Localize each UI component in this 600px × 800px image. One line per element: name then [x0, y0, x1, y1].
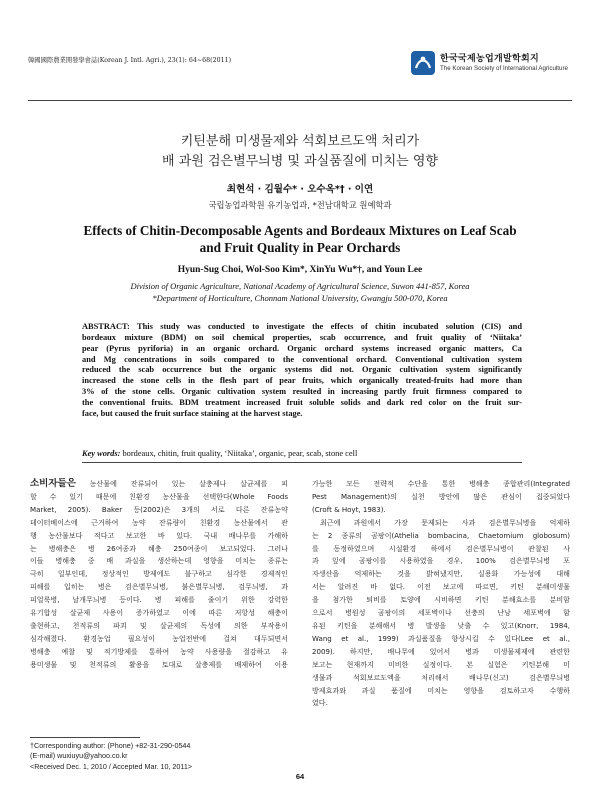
footnote	[30, 741, 290, 772]
body-column-right	[312, 478, 570, 710]
body-line: 최근에 과원에서 가장 문제되는 사과 검은별무늬병을 억제하	[320, 517, 570, 527]
society-name-kr: 한국국제농업개발학회지	[440, 54, 539, 64]
received-accepted-dates: <Received Dec. 1, 2010 / Accepted Mar. 10, 2011>	[30, 761, 193, 771]
society-emblem-icon	[410, 50, 436, 76]
abstract-line: ABSTRACT: This study was conducted to investigate the effects of chitin incubated solution (CIS) and	[82, 322, 522, 331]
korean-authors: 최현석 · 김월수* · 오수옥*† · 이연	[226, 184, 374, 195]
english-affiliation-line-1: Division of Organic Agriculture, National Academy of Agricultural Science, Suwon 441-857, Korea	[130, 281, 470, 291]
body-line: 으로서 병원성 곰팡이의 세포벽이나 선충의 난낭 세포벽에 함	[312, 608, 570, 618]
abstract-line: bordeaux mixture (BDM) on soil chemical properties, scab occurrence, and fruit quality of ‘Niitaka’	[82, 332, 522, 342]
english-authors: Hyun-Sug Choi, Wol-Soo Kim*, XinYu Wu*†, and Youn Lee	[177, 265, 423, 275]
keywords-label: Key words:	[82, 449, 121, 458]
body-line: 2009). 하지만, 배나무에 있어서 병과 미생물제제에 관련한	[312, 646, 570, 656]
english-affiliation-line-2: *Department of Horticulture, Chonnam National University, Gwangju 500-070, Korea	[152, 293, 448, 303]
body-line: 는 병해충은 병 26여종과 해충 250여종이 보고되었다. 그러나	[30, 543, 288, 553]
body-line: 행 농산물보다 적다고 보고한 바 있다. 국내 배나무를 가해하	[30, 530, 288, 540]
korean-title-line-2: 배 과원 검은별무늬병 및 과실품질에 미치는 영향	[162, 154, 438, 169]
society-logo	[410, 48, 580, 88]
author-email: (E-mail) wuxiuyu@yahoo.co.kr	[30, 751, 128, 761]
body-line: 이들 병해충 중 배 과실을 생산하는데 영향을 미치는 종류는	[30, 556, 288, 566]
body-line: 유기합성 살균제 사용이 증가하였고 이에 따른 저항성 해충이	[30, 608, 288, 618]
body-line: 을 첨가한 퇴비를 토양에 시비하면 키틴 분해효소를 분비함	[312, 595, 570, 605]
body-text: 농산물에 잔류되어 있는 살충제나 살균제를 피	[75, 479, 288, 488]
body-line: 보고는 현재까지 미비한 실정이다. 본 실험은 키틴분해 미	[312, 659, 570, 669]
body-line: 생물과 석회보르도액을 처리해서 배나무(신고) 검은별무늬병	[312, 672, 570, 682]
abstract-line: and Mg concentrations in soils compared to the conventional orchard. Conventional cultivation system	[82, 354, 522, 364]
abstract-line: pear (Pyrus pyriforia) in an organic orchard. Organic orchard systems increased organic matters, Ca	[82, 343, 522, 353]
body-line: 피해를 입히는 병은 검은별무늬병, 붉은별무늬병, 검무늬병, 과	[30, 582, 288, 592]
body-line: 유된 키틴을 분해해서 병 발생을 낮출 수 있고(Knorr, 1984,	[312, 620, 570, 630]
body-line	[30, 478, 288, 491]
korean-title-line-1: 키틴분해 미생물제와 석회보르도액 처리가	[180, 134, 420, 149]
body-line: 를 동정하였으며 시설환경 하에서 검은별무늬병이 관찰된 사	[312, 543, 570, 553]
body-line: 출현하고, 천적류의 파괴 및 살균제의 독성에 의한 부작용이	[30, 620, 288, 630]
abstract-line: 3% of the stone cells. Organic cultivation system resulted in increasing partly fruit firmness compared to	[82, 387, 522, 397]
footnote-divider	[30, 737, 140, 738]
body-line: 극히 일부인데, 정상적인 방제에도 불구하고 심각한 경제적인	[30, 569, 288, 579]
body-line: Pest Management)의 실천 방안에 많은 관심이 집중되었다	[312, 491, 570, 501]
abstract-line: face, but caused the fruit surface staining at the harvest stage.	[82, 408, 303, 418]
body-line: 용미생물 및 천적류의 활용을 토대로 살충제를 배제하여 이용	[30, 659, 288, 669]
body-line: 가능한 모든 전략적 수단을 통한 병해충 종합관리(Integrated	[312, 479, 570, 488]
body-line: 심각해졌다. 환경농업 필요성이 농업전반에 걸쳐 대두되면서	[30, 633, 288, 643]
body-line: Wang et al., 1999) 과실품질을 향상시킬 수 있다(Lee et al.,	[312, 633, 570, 643]
society-name-en: The Korean Society of International Agriculture	[440, 65, 568, 72]
english-title-line-1: Effects of Chitin-Decomposable Agents and Bordeaux Mixtures on Leaf Scab	[83, 223, 517, 238]
body-line: 데이터베이스에 근거하여 농약 잔류량이 친환경 농산물에서 관	[30, 517, 288, 527]
body-line: 서는 알려진 바 없다. 이전 보고에 따르면, 키틴 분해미생물	[312, 582, 570, 592]
body-column-left	[30, 478, 288, 672]
journal-header: 韓國國際農業開發學會誌(Korean J. Intl. Agri.), 23(1): 64~68(2011)	[28, 57, 232, 64]
english-title-line-2: and Fruit Quality in Pear Orchards	[199, 240, 401, 255]
korean-affiliation: 국립농업과학원 유기농업과, *전남대학교 원예학과	[208, 200, 392, 210]
corresponding-author: †Corresponding author: (Phone) +82-31-290-0544	[30, 741, 191, 750]
body-line: 과 잎에 곰팡이를 시용하였을 경우, 100% 검은별무늬병 포	[312, 556, 570, 566]
abstract-line: the conventional fruits. BDM treatment increased fruit soluble solids and dark red color on the fruit sur-	[82, 397, 522, 407]
body-line: 는 2 종류의 곰팡이(Athelia bombacina, Chaetomium globosum)	[312, 530, 570, 540]
body-line: 병해충 예찰 및 적기방제를 통하여 농약 사용량을 절감하고 유	[30, 646, 288, 656]
abstract-line: reduced the scab occurrence but the organic systems did not. Organic cultivation system significantly	[82, 365, 522, 375]
body-line: 할 수 있기 때문에 친환경 농산물을 선택한다(Whole Foods	[30, 491, 288, 501]
body-line: (Croft & Hoyt, 1983).	[312, 504, 386, 514]
body-line: Market, 2005). Baker 등(2002)은 3개의 서로 다른 잔류농약	[30, 504, 288, 514]
body-line: 방제효과와 과실 품질에 미치는 영향을 검토하고자 수행하	[312, 685, 570, 695]
abstract-divider	[82, 462, 522, 463]
body-line: 자생산을 억제하는 것을 밝혀냈지만, 실용화 가능성에 대해	[312, 569, 570, 579]
keywords-text: bordeaux, chitin, fruit quality, ‘Niitaka’, organic, pear, scab, stone cell	[120, 449, 358, 458]
header-divider	[28, 100, 572, 101]
body-line: 피얼룩병, 날개무늬병 등이다. 병 피해를 줄이기 위한 강력한	[30, 595, 288, 605]
lead-word: 소비자들은	[30, 478, 76, 489]
body-line: 였다.	[312, 698, 328, 708]
abstract	[82, 322, 522, 420]
keywords	[82, 449, 522, 458]
page-number: 64	[295, 772, 305, 781]
abstract-line: increased the stone cells in the flesh part of pear fruits, which organically treated-fruits had more than	[82, 376, 522, 386]
